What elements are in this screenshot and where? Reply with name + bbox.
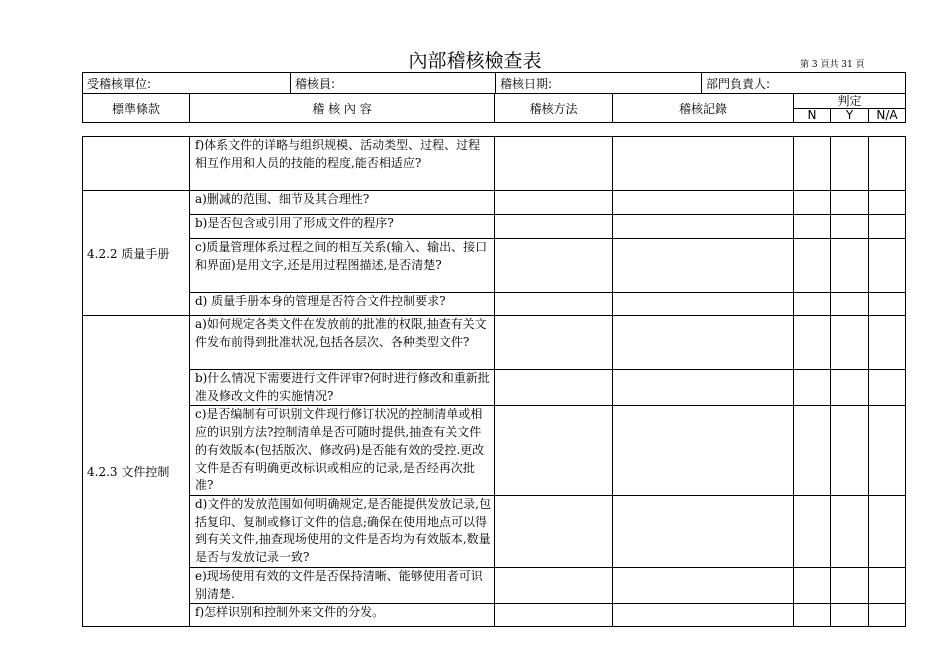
method-cell[interactable] — [495, 495, 613, 567]
verdict-y-cell[interactable] — [831, 316, 869, 370]
clause-cell: 4.2.3 文件控制 — [83, 316, 190, 627]
verdict-n-cell[interactable] — [794, 215, 831, 239]
content-cell: d)文件的发放范围如何明确规定,是否能提供发放记录,包括复印、复制或修订文件的信息;确保在使用地点可以得到有关文件,抽查现场使用的文件是否均为有效版本,数量是否与发放记录一致? — [190, 495, 495, 567]
content-cell: a)如何规定各类文件在发放前的批准的权限,抽查有关文件发布前得到批准状况,包括各层次、各种类型文件? — [190, 316, 495, 370]
verdict-na-cell[interactable] — [869, 239, 906, 293]
verdict-n-cell[interactable] — [794, 406, 831, 496]
verdict-y-cell[interactable] — [831, 567, 869, 603]
method-cell[interactable] — [495, 604, 613, 627]
method-cell[interactable] — [495, 239, 613, 293]
table-row — [83, 567, 906, 603]
method-cell[interactable] — [495, 567, 613, 603]
method-cell[interactable] — [495, 406, 613, 496]
verdict-na-header: N/A — [869, 109, 906, 123]
table-row — [83, 215, 906, 239]
verdict-n-cell[interactable] — [794, 137, 831, 191]
column-header-table — [82, 93, 906, 123]
verdict-n-cell[interactable] — [794, 567, 831, 603]
record-cell[interactable] — [613, 567, 794, 603]
document-title: 內部稽核檢查表 — [408, 50, 542, 72]
audit-date-field: 稽核日期: — [496, 73, 702, 94]
verdict-y-cell[interactable] — [831, 495, 869, 567]
table-row — [83, 191, 906, 215]
content-cell: c)是否编制有可识别文件现行修订状况的控制清单或相应的识别方法?控制清单是否可随时提供,抽查有关文件的有效版本(包括版次、修改码)是否能有效的受控.更改文件是否有明确更改标识或相应的记录,是否经再次批准? — [190, 406, 495, 496]
verdict-n-cell[interactable] — [794, 293, 831, 316]
table-row — [83, 137, 906, 191]
verdict-y-cell[interactable] — [831, 370, 869, 406]
record-cell[interactable] — [613, 495, 794, 567]
method-cell[interactable] — [495, 370, 613, 406]
verdict-n-cell[interactable] — [794, 604, 831, 627]
method-header: 稽核方法 — [495, 94, 613, 123]
record-cell[interactable] — [613, 239, 794, 293]
verdict-y-cell[interactable] — [831, 293, 869, 316]
verdict-na-cell[interactable] — [869, 495, 906, 567]
verdict-na-cell[interactable] — [869, 604, 906, 627]
content-cell: b)什么情况下需要进行文件评审?何时进行修改和重新批准及修改文件的实施情况? — [190, 370, 495, 406]
verdict-na-cell[interactable] — [869, 567, 906, 603]
content-cell: b)是否包含或引用了形成文件的程序? — [190, 215, 495, 239]
record-cell[interactable] — [613, 137, 794, 191]
verdict-na-cell[interactable] — [869, 191, 906, 215]
record-cell[interactable] — [613, 191, 794, 215]
content-cell: f)怎样识别和控制外来文件的分发。 — [190, 604, 495, 627]
content-cell: c)质量管理体系过程之间的相互关系(输入、输出、接口和界面)是用文字,还是用过程图描述,是否清楚? — [190, 239, 495, 293]
record-cell[interactable] — [613, 215, 794, 239]
verdict-y-cell[interactable] — [831, 406, 869, 496]
verdict-na-cell[interactable] — [869, 370, 906, 406]
checklist-table — [82, 136, 906, 627]
verdict-n-cell[interactable] — [794, 239, 831, 293]
method-cell[interactable] — [495, 293, 613, 316]
record-header: 稽核記錄 — [613, 94, 794, 123]
method-cell[interactable] — [495, 191, 613, 215]
verdict-na-cell[interactable] — [869, 293, 906, 316]
record-cell[interactable] — [613, 604, 794, 627]
verdict-y-cell[interactable] — [831, 239, 869, 293]
verdict-na-cell[interactable] — [869, 137, 906, 191]
verdict-na-cell[interactable] — [869, 215, 906, 239]
table-row — [83, 293, 906, 316]
table-row — [83, 604, 906, 627]
header-table — [82, 72, 906, 94]
method-cell[interactable] — [495, 215, 613, 239]
verdict-header: 判定 — [794, 94, 906, 109]
record-cell[interactable] — [613, 370, 794, 406]
auditee-unit-field: 受稽核單位: — [83, 73, 291, 94]
record-cell[interactable] — [613, 293, 794, 316]
table-row — [83, 406, 906, 496]
verdict-y-header: Y — [831, 109, 869, 123]
method-cell[interactable] — [495, 316, 613, 370]
content-cell: e)现场使用有效的文件是否保持清晰、能够使用者可识别清楚. — [190, 567, 495, 603]
verdict-y-cell[interactable] — [831, 137, 869, 191]
verdict-na-cell[interactable] — [869, 316, 906, 370]
auditor-field: 稽核員: — [291, 73, 496, 94]
verdict-na-cell[interactable] — [869, 406, 906, 496]
verdict-y-cell[interactable] — [831, 191, 869, 215]
table-row — [83, 316, 906, 370]
clause-header: 標準條款 — [83, 94, 190, 123]
clause-cell — [83, 137, 190, 191]
content-cell: d) 质量手册本身的管理是否符合文件控制要求? — [190, 293, 495, 316]
verdict-n-cell[interactable] — [794, 191, 831, 215]
verdict-y-cell[interactable] — [831, 604, 869, 627]
method-cell[interactable] — [495, 137, 613, 191]
content-header: 稽 核 內 容 — [190, 94, 495, 123]
department-head-field: 部門負責人: — [702, 73, 906, 94]
record-cell[interactable] — [613, 316, 794, 370]
verdict-y-cell[interactable] — [831, 215, 869, 239]
verdict-n-cell[interactable] — [794, 316, 831, 370]
verdict-n-cell[interactable] — [794, 370, 831, 406]
page-number: 第 3 頁共 31 頁 — [800, 60, 865, 70]
content-cell: a)删减的范围、细节及其合理性? — [190, 191, 495, 215]
content-cell: f)体系文件的详略与组织规模、活动类型、过程、过程相互作用和人员的技能的程度,能否相适应? — [190, 137, 495, 191]
table-row — [83, 370, 906, 406]
record-cell[interactable] — [613, 406, 794, 496]
clause-cell: 4.2.2 质量手册 — [83, 191, 190, 316]
table-row — [83, 239, 906, 293]
verdict-n-header: N — [794, 109, 831, 123]
verdict-n-cell[interactable] — [794, 495, 831, 567]
table-row — [83, 495, 906, 567]
